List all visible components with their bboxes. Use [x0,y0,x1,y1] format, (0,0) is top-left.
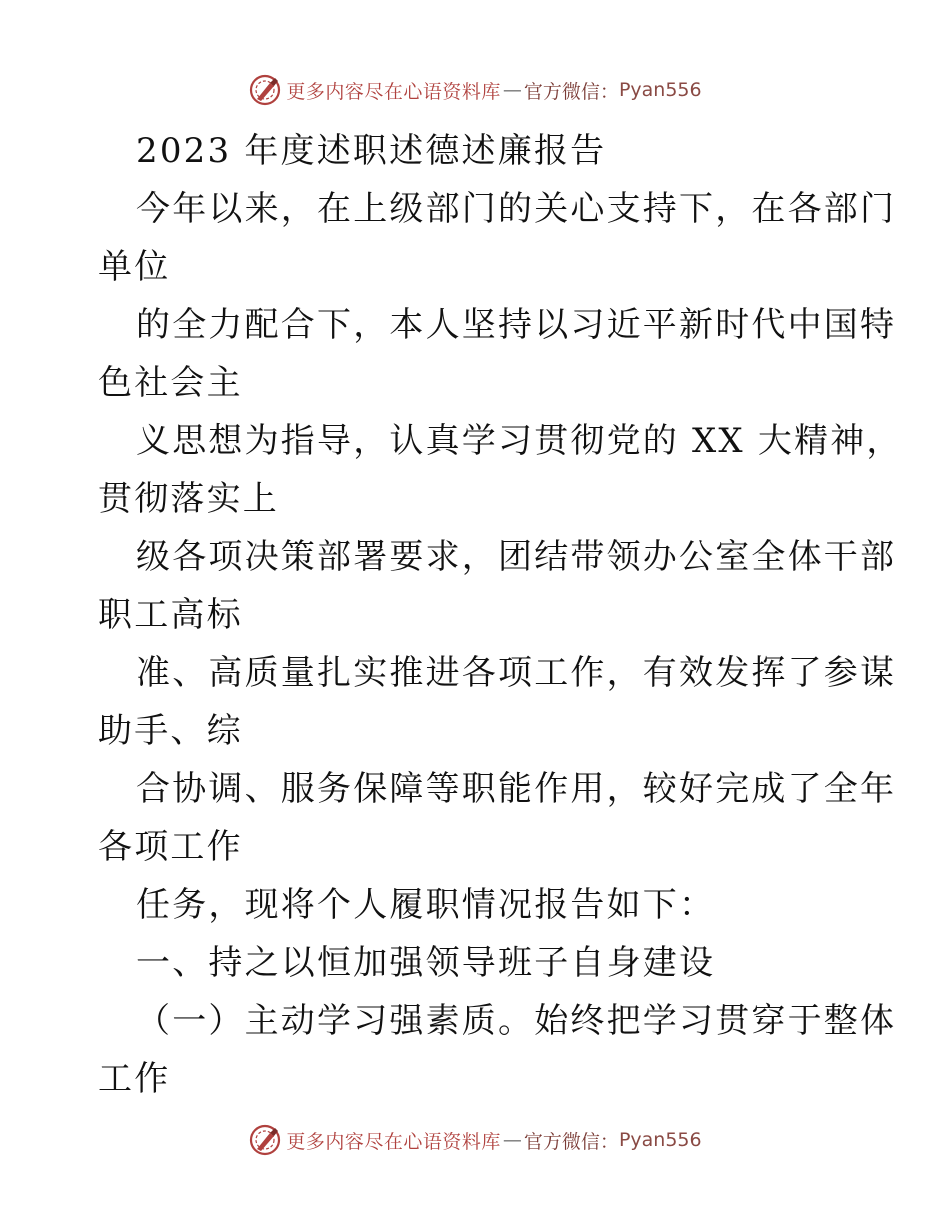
text-line: 义思想为指导，认真学习贯彻党的 XX 大精神， [136,421,903,461]
text-line: 工作 [98,1059,171,1099]
text-line: 准、高质量扎实推进各项工作，有效发挥了参谋 [136,653,897,693]
watermark-wechat-id: Pyan556 [618,1129,702,1151]
watermark-dash: — [502,1129,522,1151]
text-line: 各项工作 [98,827,243,867]
text-line: 合协调、服务保障等职能作用，较好完成了全年 [136,769,897,809]
footer-watermark [0,1118,950,1162]
watermark-wechat-label: 官方微信： [523,80,619,103]
text-line: 级各项决策部署要求，团结带领办公室全体干部 [136,537,897,577]
text-line: 单位 [98,247,171,287]
text-line: 贯彻落实上 [98,479,279,519]
watermark-wechat-label: 官方微信： [523,1130,619,1153]
pen-nib-circle-icon [248,73,282,107]
header-watermark [0,68,950,112]
text-line: 今年以来，在上级部门的关心支持下，在各部门 [136,189,897,229]
subsection-heading: （一）主动学习强素质。始终把学习贯穿于整体 [136,1001,897,1041]
pen-nib-circle-icon [248,1123,282,1157]
watermark-text: 更多内容尽在心语资料库 [286,80,501,103]
text-line: 色社会主 [98,363,243,403]
section-heading: 一、持之以恒加强领导班子自身建设 [136,943,716,983]
watermark-text: 更多内容尽在心语资料库 [286,1130,501,1153]
document-title: 2023 年度述职述德述廉报告 [136,131,607,171]
text-line: 任务，现将个人履职情况报告如下： [136,885,716,925]
text-line: 的全力配合下，本人坚持以习近平新时代中国特 [136,305,897,345]
document-body [98,122,903,1108]
text-line: 助手、综 [98,711,243,751]
text-line: 职工高标 [98,595,243,635]
watermark-wechat-id: Pyan556 [618,79,702,101]
watermark-dash: — [502,79,522,101]
